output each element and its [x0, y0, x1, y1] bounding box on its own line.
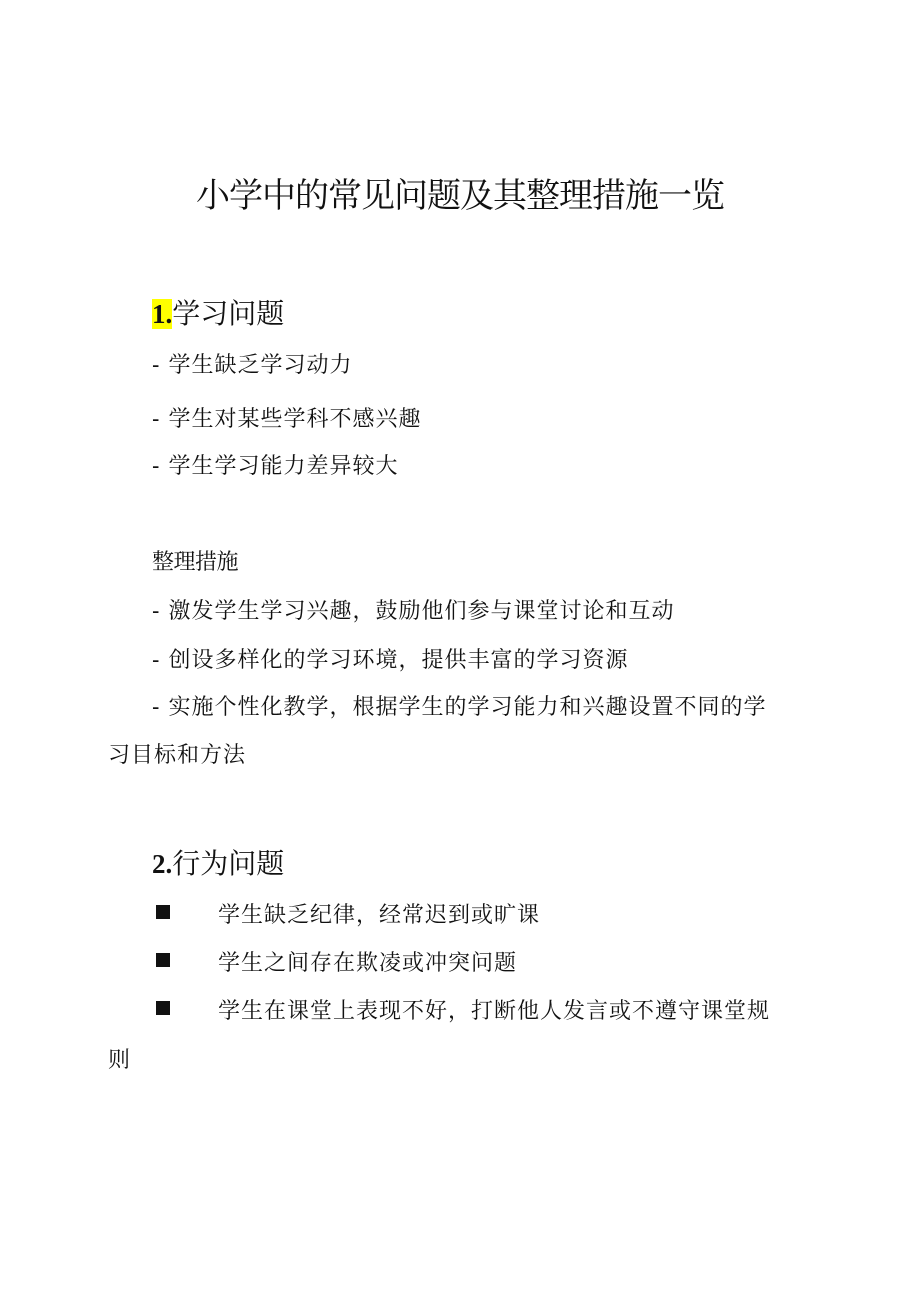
dash-marker: -	[152, 454, 161, 479]
bullet-item-continuation: 则	[108, 1048, 132, 1073]
list-item	[152, 594, 674, 625]
section-1-number: 1.	[152, 299, 173, 329]
list-item	[152, 449, 398, 480]
dash-marker: -	[152, 648, 161, 673]
list-item-text: 学生缺乏学习动力	[168, 353, 353, 378]
list-item-text: 创设多样化的学习环境，提供丰富的学习资源	[168, 648, 629, 673]
square-bullet-icon	[156, 1001, 170, 1015]
list-item-text: 激发学生学习兴趣，鼓励他们参与课堂讨论和互动	[168, 599, 675, 624]
list-item-text: 学生学习能力差异较大	[168, 454, 399, 479]
dash-marker: -	[152, 353, 161, 378]
document-title: 小学中的常见问题及其整理措施一览	[196, 176, 724, 216]
list-item-continuation: 习目标和方法	[108, 743, 247, 768]
list-item	[152, 348, 352, 379]
section-2-heading	[152, 842, 284, 882]
section-1-heading	[152, 292, 284, 332]
bullet-item-text: 学生缺乏纪律，经常迟到或旷课	[218, 903, 541, 928]
dash-marker: -	[152, 599, 161, 624]
dash-marker: -	[152, 695, 161, 720]
section-2-title: 行为问题	[172, 847, 285, 880]
measures-heading: 整理措施	[152, 550, 239, 575]
list-item	[152, 643, 628, 674]
list-item	[152, 402, 421, 433]
square-bullet-icon	[156, 953, 170, 967]
section-2-number: 2.	[152, 849, 173, 879]
section-1-title: 学习问题	[172, 297, 285, 330]
dash-marker: -	[152, 407, 161, 432]
list-item-text: 学生对某些学科不感兴趣	[168, 407, 422, 432]
bullet-item-text: 学生之间存在欺凌或冲突问题	[218, 951, 518, 976]
list-item-text: 实施个性化教学，根据学生的学习能力和兴趣设置不同的学	[168, 695, 767, 720]
list-item	[152, 690, 766, 721]
square-bullet-icon	[156, 905, 170, 919]
bullet-item-text: 学生在课堂上表现不好，打断他人发言或不遵守课堂规	[218, 999, 771, 1024]
